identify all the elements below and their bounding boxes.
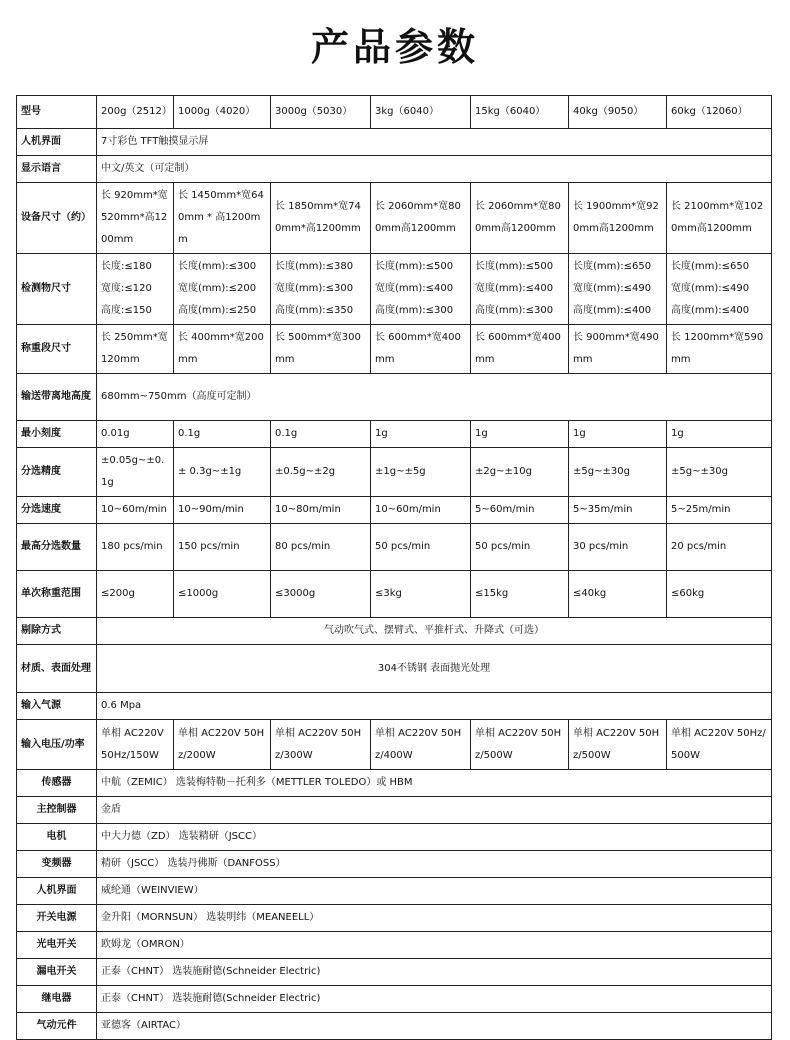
cell: 单相 AC220V 50Hz/500W [569,720,667,770]
row-label: 传感器 [17,770,97,797]
cell: ±1g~±5g [371,448,471,497]
cell: ≤3000g [271,571,371,618]
row-material [17,645,772,693]
cell-line: 长度:≤180 [101,261,152,272]
row-relay [17,986,772,1013]
row-reject [17,618,772,645]
cell: 20 pcs/min [667,524,772,571]
cell: 长 600mm*宽400mm [471,325,569,374]
row-accuracy [17,448,772,497]
row-label: 继电器 [17,986,97,1013]
row-label: 分选精度 [17,448,97,497]
row-value: 680mm~750mm（高度可定制） [97,374,772,421]
cell: 200g（2512） [97,96,174,129]
cell: 0.1g [271,421,371,448]
cell: 单相 AC220V 50Hz/500W [471,720,569,770]
row-value: 304不锈钢 表面抛光处理 [97,645,772,693]
row-weigh [17,325,772,374]
cell-line: 高度(mm):≤350 [275,305,354,316]
page-title: 产品参数 [310,25,479,69]
cell-line: 长度(mm):≤380 [275,261,354,272]
cell: 长 400mm*宽200mm [174,325,271,374]
cell: 长 2060mm*宽800mm高1200mm [371,183,471,254]
cell [97,254,174,325]
cell: 50 pcs/min [471,524,569,571]
cell: 长 920mm*宽520mm*高1200mm [97,183,174,254]
row-hmi [17,129,772,156]
row-leak [17,959,772,986]
cell: ±5g~±30g [667,448,772,497]
row-value: 中航（ZEMIC） 选装梅特勒－托利多（METTLER TOLEDO）或 HBM [97,770,772,797]
cell-line: 宽度(mm):≤490 [671,283,750,294]
row-label: 气动元件 [17,1013,97,1040]
cell: ≤40kg [569,571,667,618]
cell: ≤15kg [471,571,569,618]
cell-line: 高度(mm):≤250 [178,305,257,316]
cell: 5~35m/min [569,497,667,524]
row-air [17,693,772,720]
row-value: 气动吹气式、摆臂式、平推杆式、升降式（可选） [97,618,772,645]
cell: 5~60m/min [471,497,569,524]
row-value: 0.6 Mpa [97,693,772,720]
cell: ±0.05g~±0.1g [97,448,174,497]
row-label: 称重段尺寸 [17,325,97,374]
cell: 单相 AC220V 50Hz/300W [271,720,371,770]
row-label: 材质、表面处理 [17,645,97,693]
cell: 单相 AC220V 50Hz/400W [371,720,471,770]
row-label: 最小刻度 [17,421,97,448]
row-label: 检测物尺寸 [17,254,97,325]
cell: 30 pcs/min [569,524,667,571]
cell: 单相 AC220V 50Hz/500W [667,720,772,770]
row-speed [17,497,772,524]
row-label: 输入电压/功率 [17,720,97,770]
row-value: 中文/英文（可定制） [97,156,772,183]
row-value: 亚德客（AIRTAC） [97,1013,772,1040]
cell-line: 高度(mm):≤300 [475,305,554,316]
cell: 长 2060mm*宽800mm高1200mm [471,183,569,254]
row-range [17,571,772,618]
cell: 长 600mm*宽400mm [371,325,471,374]
cell: 长 2100mm*宽1020mm高1200mm [667,183,772,254]
row-controller [17,797,772,824]
row-label: 输送带离地高度 [17,374,97,421]
cell: 长 500mm*宽300mm [271,325,371,374]
cell: ±0.5g~±2g [271,448,371,497]
row-label: 人机界面 [17,129,97,156]
row-value: 精研（JSCC） 选装丹佛斯（DANFOSS） [97,851,772,878]
cell: 3kg（6040） [371,96,471,129]
cell: 3000g（5030） [271,96,371,129]
cell [271,254,371,325]
cell [471,254,569,325]
row-hmi-brand [17,878,772,905]
cell: ≤60kg [667,571,772,618]
cell: 1g [569,421,667,448]
cell-line: 高度(mm):≤400 [671,305,750,316]
cell-line: 高度:≤150 [101,305,152,316]
cell: 长 250mm*宽120mm [97,325,174,374]
row-psu [17,905,772,932]
cell: 15kg（6040） [471,96,569,129]
cell-line: 宽度(mm):≤200 [178,283,257,294]
cell-line: 宽度(mm):≤300 [275,283,354,294]
spec-table [16,95,772,1040]
cell: 长 1450mm*宽640mm * 高1200mm [174,183,271,254]
cell: 0.1g [174,421,271,448]
cell-line: 宽度(mm):≤400 [475,283,554,294]
row-label: 变频器 [17,851,97,878]
cell: 单相 AC220V 50Hz/200W [174,720,271,770]
cell: 单相 AC220V 50Hz/150W [97,720,174,770]
cell: 10~60m/min [371,497,471,524]
cell: ≤1000g [174,571,271,618]
row-model [17,96,772,129]
cell: ± 0.3g~±1g [174,448,271,497]
row-label: 最高分选数量 [17,524,97,571]
row-value: 7寸彩色 TFT触摸显示屏 [97,129,772,156]
row-value: 金升阳（MORNSUN） 选装明纬（MEANEELL） [97,905,772,932]
cell: ±5g~±30g [569,448,667,497]
cell: 1g [371,421,471,448]
cell: 长 1200mm*宽590mm [667,325,772,374]
row-inverter [17,851,772,878]
cell [667,254,772,325]
cell: ≤3kg [371,571,471,618]
row-label: 显示语言 [17,156,97,183]
cell: 0.01g [97,421,174,448]
cell-line: 长度(mm):≤500 [475,261,554,272]
cell-line: 长度(mm):≤300 [178,261,257,272]
row-value: 欧姆龙（OMRON） [97,932,772,959]
cell-line: 长度(mm):≤650 [573,261,652,272]
row-power [17,720,772,770]
cell: 40kg（9050） [569,96,667,129]
cell: 50 pcs/min [371,524,471,571]
row-label: 光电开关 [17,932,97,959]
cell-line: 宽度(mm):≤400 [375,283,454,294]
cell: 长 1900mm*宽920mm高1200mm [569,183,667,254]
cell: ±2g~±10g [471,448,569,497]
row-belt [17,374,772,421]
row-label: 漏电开关 [17,959,97,986]
cell: 180 pcs/min [97,524,174,571]
cell: 1g [667,421,772,448]
row-photo [17,932,772,959]
cell: 10~90m/min [174,497,271,524]
row-label: 设备尺寸（约） [17,183,97,254]
row-label: 单次称重范围 [17,571,97,618]
cell-line: 宽度(mm):≤490 [573,283,652,294]
row-label: 输入气源 [17,693,97,720]
row-object [17,254,772,325]
cell: 10~60m/min [97,497,174,524]
cell-line: 长度(mm):≤500 [375,261,454,272]
row-label: 主控制器 [17,797,97,824]
row-language [17,156,772,183]
row-scale [17,421,772,448]
cell: 1000g（4020） [174,96,271,129]
row-label: 型号 [17,96,97,129]
cell [371,254,471,325]
cell: 150 pcs/min [174,524,271,571]
row-value: 正泰（CHNT） 选装施耐德(Schneider Electric) [97,959,772,986]
row-value: 金盾 [97,797,772,824]
cell-line: 长度(mm):≤650 [671,261,750,272]
row-value: 中大力德（ZD） 选装精研（JSCC） [97,824,772,851]
cell: 5~25m/min [667,497,772,524]
cell [174,254,271,325]
row-value: 威纶通（WEINVIEW） [97,878,772,905]
row-label: 电机 [17,824,97,851]
row-value: 正泰（CHNT） 选装施耐德(Schneider Electric) [97,986,772,1013]
row-label: 剔除方式 [17,618,97,645]
row-label: 人机界面 [17,878,97,905]
cell-line: 宽度:≤120 [101,283,152,294]
cell: 10~80m/min [271,497,371,524]
cell-line: 高度(mm):≤400 [573,305,652,316]
cell [569,254,667,325]
row-sensor [17,770,772,797]
row-maxsort [17,524,772,571]
cell: ≤200g [97,571,174,618]
cell: 80 pcs/min [271,524,371,571]
row-size [17,183,772,254]
cell: 1g [471,421,569,448]
cell: 长 1850mm*宽740mm*高1200mm [271,183,371,254]
row-label: 分选速度 [17,497,97,524]
row-pneumatic [17,1013,772,1040]
row-motor [17,824,772,851]
cell: 60kg（12060） [667,96,772,129]
row-label: 开关电源 [17,905,97,932]
cell: 长 900mm*宽490mm [569,325,667,374]
cell-line: 高度(mm):≤300 [375,305,454,316]
